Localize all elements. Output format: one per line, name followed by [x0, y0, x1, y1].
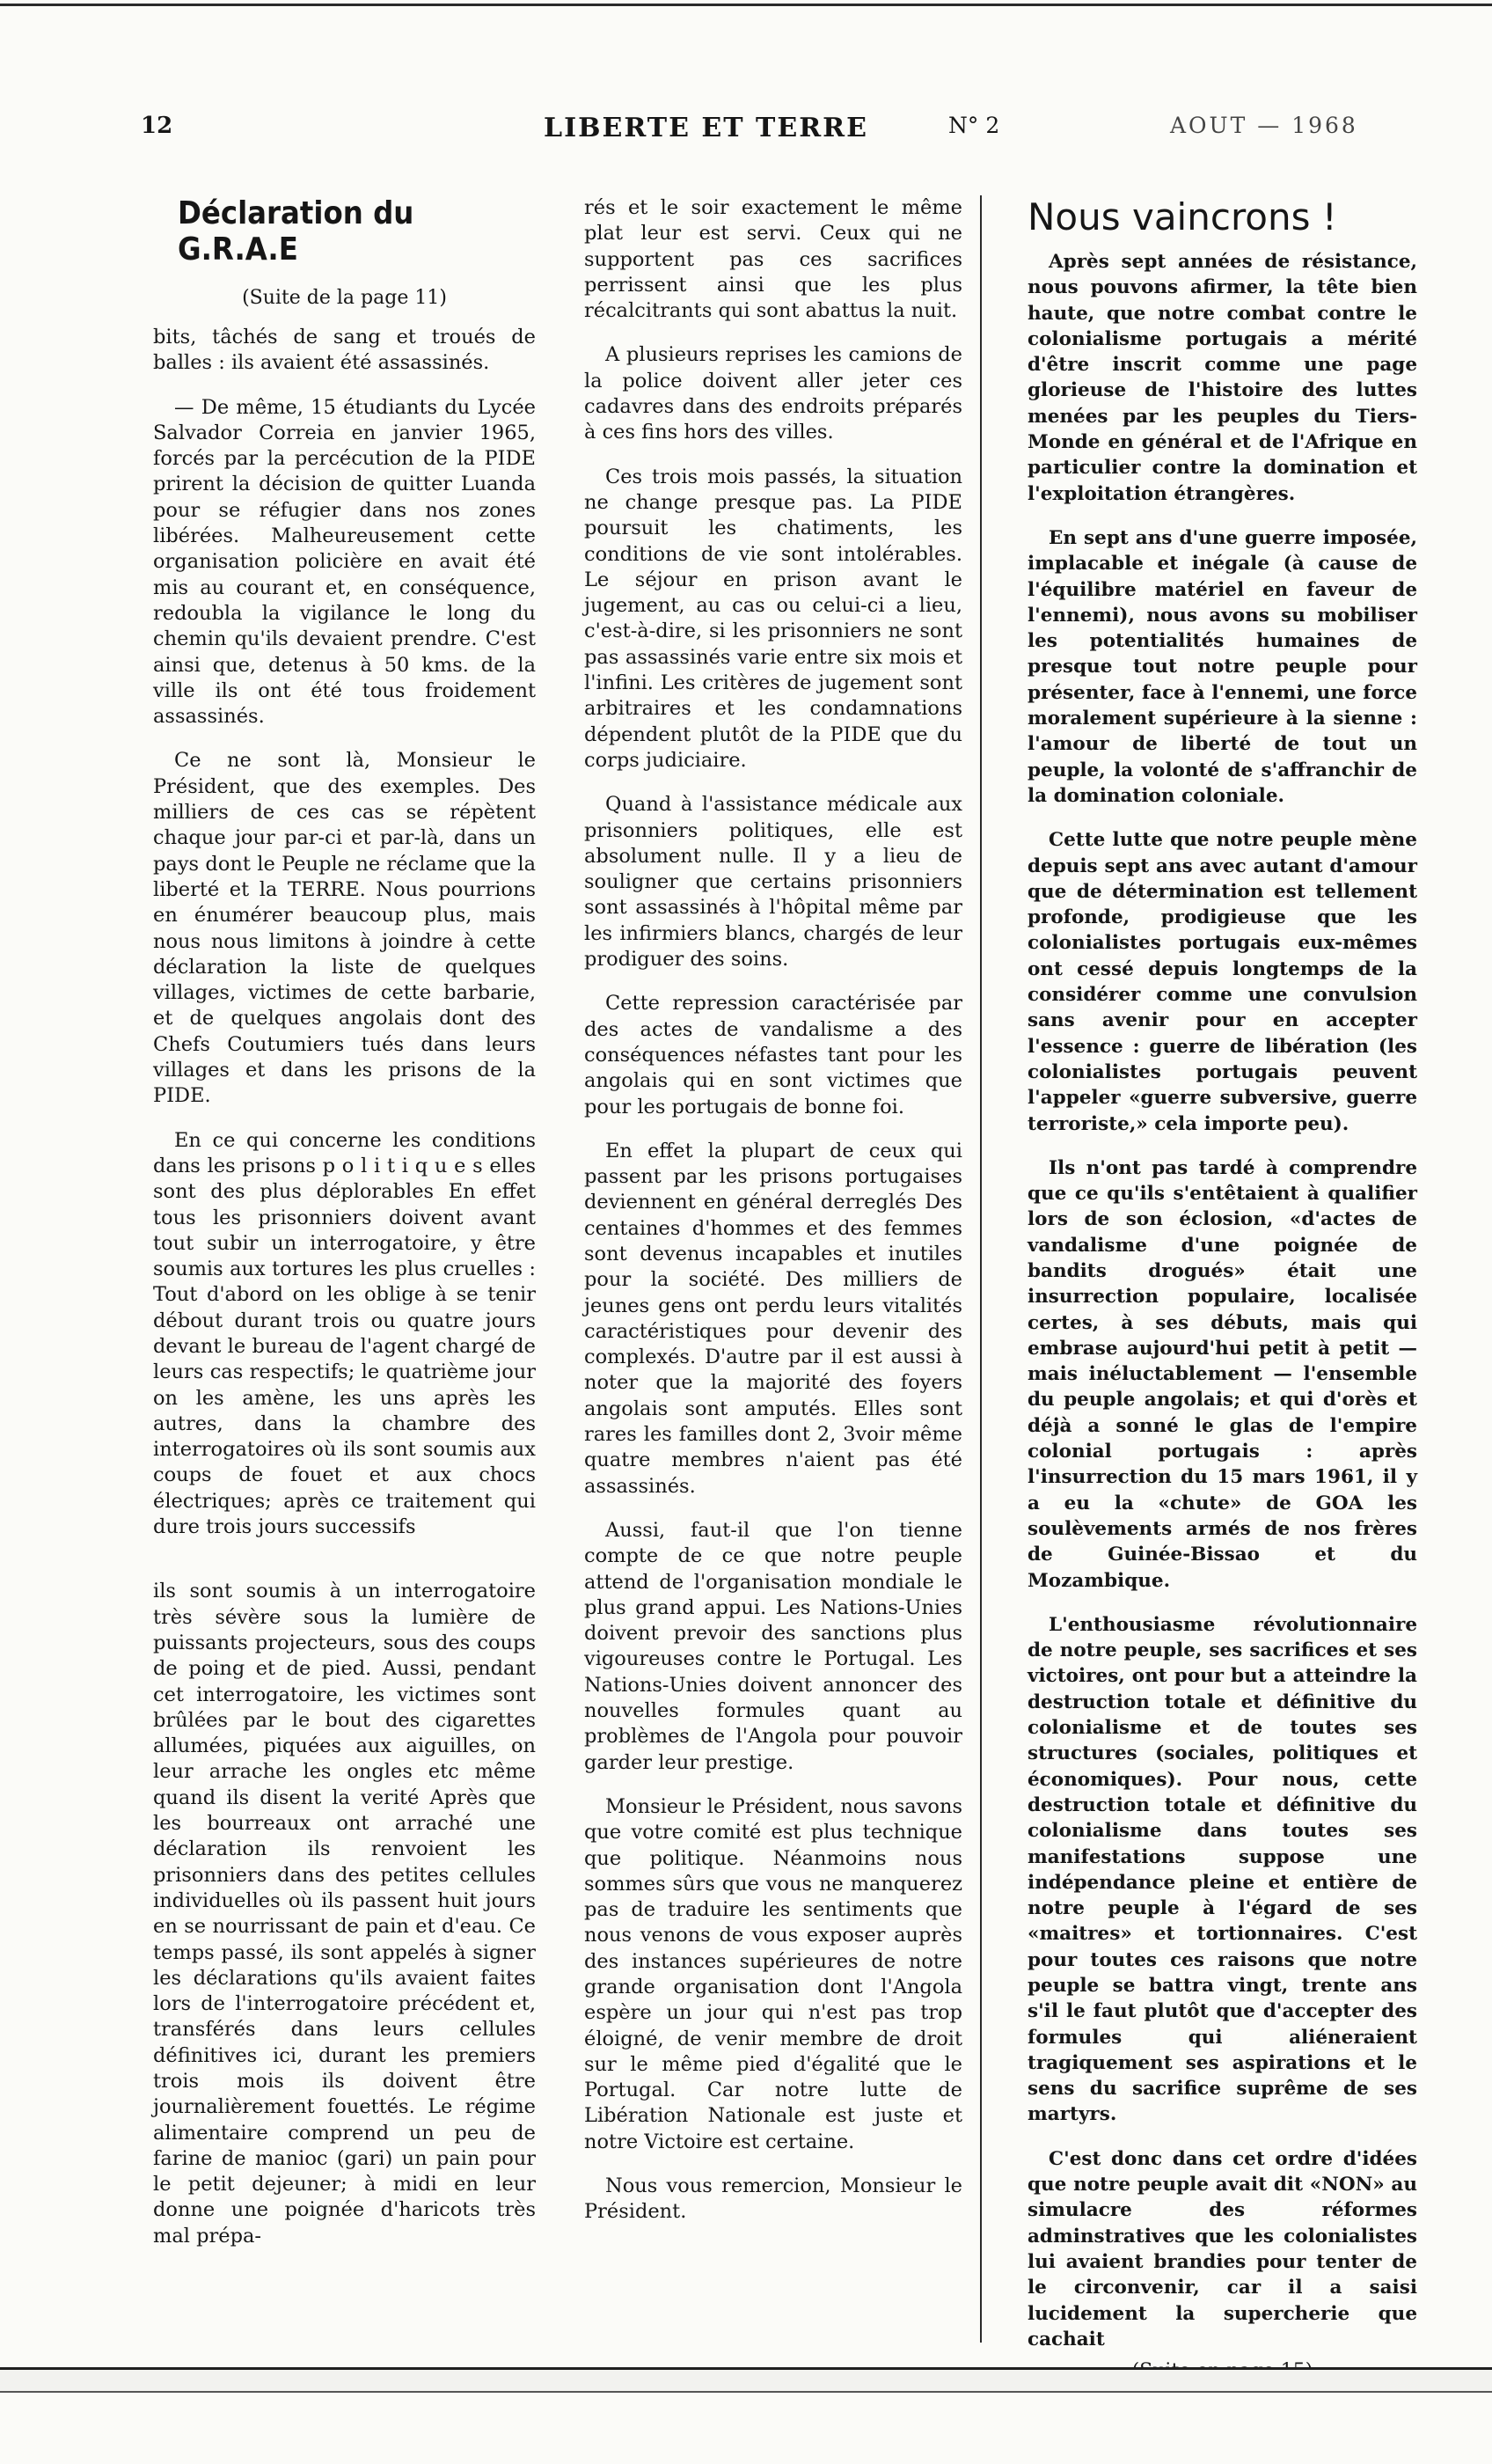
paragraph: Aussi, faut-il que l'on tienne compte de ce que notre peuple attend de l'organisation mondiale le plus grand appui. Les Nations-Unies doivent prevoir des sanctions plus vigoureuses contre le Portugal. Les Nations-Unies doivent annoncer des nouvelles formules quant au problèmes de l'Angola pour pouvoir garder leur prestige.: [584, 1518, 962, 1774]
bottom-rule: [0, 2367, 1492, 2393]
paragraph: Cette lutte que notre peuple mène depuis sept ans avec autant d'amour que de détermination est tellement profonde, prodigieuse que les colonialistes portugais eux-mêmes ont cessé depuis longtemps de la considérer comme une convulsion sans avenir pour en accepter l'essence : guerre de libération (les colonialistes portugais peuvent l'appeler «guerre subversive, guerre terroriste,» cela importe peu).: [1028, 829, 1417, 1135]
publication-title: LIBERTE ET TERRE: [544, 113, 868, 143]
paragraph: C'est donc dans cet ordre d'idées que notre peuple avait dit «NON» au simulacre des réformes adminstratives que les colonialistes lui avaient brandies pour tenter de le circonvenir, car il a saisi lucidement la supercherie que cachait: [1028, 2147, 1417, 2350]
column-3: [1028, 195, 1417, 2402]
issue-date: AOUT — 1968: [1170, 113, 1358, 138]
paragraph: A plusieurs reprises les camions de la police doivent aller jeter ces cadavres dans des endroits préparés à ces fins hors des villes.: [584, 343, 962, 444]
paragraph: rés et le soir exactement le même plat leur est servi. Ceux qui ne supportent pas ces sacrifices perrissent ainsi que les plus récalcitrants qui sont abattus la nuit.: [584, 196, 962, 323]
paragraph: L'enthousiasme révolutionnaire de notre peuple, ses sacrifices et ses victoires, ont pour but a atteindre la destruction totale et définitive du colonialisme et de toutes ses structures (sociales, politiques et économiques). Pour nous, cette destruction totale et définitive du colonialisme dans toutes ses manifestations suppose une indépendance pleine et entière de notre peuple à l'égard de ses «maitres» et tortionnaires. C'est pour toutes ces raisons que notre peuple se battra vingt, trente ans s'il le faut plutôt que d'accepter des formules qui aliéneraient tragiquement ses aspirations et le sens du sacrifice suprême de ses martyrs.: [1028, 1613, 1417, 2126]
paragraph: ils sont soumis à un interrogatoire très sévère sous la lumière de puissants projecteurs, sous des coups de poing et de pied. Aussi, pendant cet interrogatoire, les victimes sont brûlées par le bout des cigarettes allumées, piquées aux aiguilles, on leur arrache les ongles etc même quand ils disent la verité Après que les bourreaux ont arraché une déclaration ils renvoient les prisonniers dans des petites cellules individuelles où ils passent huit jours en se nourrissant de pain et d'eau. Ce temps passé, ils sont appelés à signer les déclarations qu'ils avaient faites lors de l'interrogatoire précédent et, transférés dans leurs cellules définitives ici, durant les premiers trois mois ils doivent être journalièrement fouettés. Le régime alimentaire comprend un peu de farine de manioc (gari) un pain pour le petit dejeuner; à midi en leur donne une poignée d'haricots très mal prépa-: [153, 1580, 536, 2248]
paragraph: Ces trois mois passés, la situation ne change presque pas. La PIDE poursuit les chatiments, les conditions de vie sont intolérables. Le séjour en prison avant le jugement, au cas ou celui-ci a lieu, c'est-à-dire, si les prisonniers ne sont pas assassinés varie entre six mois et l'infini. Les critères de jugement sont arbitraires et les condamnations dépendent plutôt de la PIDE que du corps judiciaire.: [584, 465, 962, 772]
paragraph: En ce qui concerne les conditions dans les prisons p o l i t i q u e s elles sont des plus déplorables En effet tous les prisonniers doivent avant tout subir un interrogatoire, y être soumis aux tortures les plus cruelles : Tout d'abord on les oblige à se tenir débout durant trois ou quatre jours devant le bureau de l'agent chargé de leurs cas respectifs; le quatrième jour on les amène, les uns après les autres, dans la chambre des interrogatoires où ils sont soumis aux coups de fouet et aux chocs électriques; après ce traitement qui dure trois jours successifs: [153, 1128, 536, 1539]
issue-number: N° 2: [948, 113, 1000, 138]
paragraph: bits, tâchés de sang et troués de balles : ils avaient été assassinés.: [153, 326, 536, 375]
paragraph: Après sept années de résistance, nous pouvons afirmer, la tête bien haute, que notre combat contre le colonialisme portugais a mérité d'être inscrit comme une page glorieuse de l'histoire des luttes menées par les peuples du Tiers-Monde en général et de l'Afrique en particulier contre la domination et l'exploitation étrangères.: [1028, 251, 1417, 505]
paragraph: Nous vous remercion, Monsieur le Président.: [584, 2174, 962, 2224]
paragraph: Cette repression caractérisée par des actes de vandalisme a des conséquences néfastes tant pour les angolais qui en sont victimes que pour les portugais de bonne foi.: [584, 992, 962, 1118]
paragraph: Quand à l'assistance médicale aux prisonniers politiques, elle est absolument nulle. Il y a lieu de souligner que certains prisonniers sont assassinés à l'hôpital même par les infirmiers blancs, chargés de leur prodiguer des soins.: [584, 793, 962, 972]
article-heading-nous-vaincrons: Nous vaincrons !: [1028, 195, 1337, 238]
paragraph: En effet la plupart de ceux qui passent par les prisons portugaises deviennent en général derreglés Des centaines d'hommes et des femmes sont devenus incapables et inutiles pour la société. Des milliers de jeunes gens ont perdu leurs vitalités caractéristiques pour devenir des complexés. D'autre par il est aussi à noter que la majorité des foyers angolais sont amputés. Elles sont rares les familles dont 2, 3voir même quatre membres n'aient pas été assassinés.: [584, 1139, 962, 1498]
paragraph: — De même, 15 étudiants du Lycée Salvador Correia en janvier 1965, forcés par la percécution de la PIDE prirent la décision de quitter Luanda pour se réfugier dans nos zones libérées. Malheureusement cette organisation policière en avait été mis au courant et, en conséquence, redoubla la vigilance le long du chemin qu'ils devaient prendre. C'est ainsi que, detenus à 50 kms. de la ville ils ont été tous froidement assassinés.: [153, 395, 536, 729]
continued-from-note: (Suite de la page 11): [242, 287, 447, 309]
top-rule: [0, 0, 1492, 12]
column-divider: [980, 195, 982, 2343]
column-1: [153, 195, 536, 2268]
paragraph: En sept ans d'une guerre imposée, implacable et inégale (à cause de l'équilibre matériel en faveur de l'ennemi), nous avons su mobiliser les potentialités humaines de presque tout notre peuple pour présenter, face à l'ennemi, une force moralement supérieure à la sienne : l'amour de liberté de tout un peuple, la volonté de s'affranchir de la domination coloniale.: [1028, 526, 1417, 807]
paragraph: Ce ne sont là, Monsieur le Président, que des exemples. Des milliers de ces cas se répètent chaque jour par-ci et par-là, dans un pays dont le Peuple ne réclame que la liberté et la TERRE. Nous pourrions en énumérer beaucoup plus, mais nous nous limitons à joindre à cette déclaration la liste de quelques villages, victimes de cette barbarie, et de quelques angolais dont des Chefs Coutumiers tués dans leurs villages et dans les prisons de la PIDE.: [153, 749, 536, 1108]
page-header: [141, 113, 1390, 148]
paragraph: Monsieur le Président, nous savons que votre comité est plus technique que politique. Néanmoins nous sommes sûrs que vous ne manquerez pas de traduire les sentiments que nous venons de vous exposer auprès des instances supérieures de notre grande organisation dont l'Angola espère un jour qui n'est pas trop éloigné, de venir membre de droit sur le même pied d'égalité que le Portugal. Car notre lutte de Libération Nationale est juste et notre Victoire est certaine.: [584, 1794, 962, 2153]
page-number: 12: [141, 113, 173, 139]
article-heading-declaration: Déclaration du G.R.A.E: [178, 195, 414, 268]
paragraph: Ils n'ont pas tardé à comprendre que ce qu'ils s'entêtaient à qualifier lors de son éclosion, «d'actes de vandalisme d'une poignée de bandits drogués» était une insurrection populaire, localisée certes, à ses débuts, mais qui embrase aujourd'hui petit à petit — mais inéluctablement — l'ensemble du peuple angolais; et qui d'orès et déjà a sonné le glas de l'empire colonial portugais : après l'insurrection du 15 mars 1961, il y a eu la «chute» de GOA les soulèvements armés de nos frères de Guinée-Bissao et du Mozambique.: [1028, 1156, 1417, 1592]
column-2: [584, 195, 962, 2244]
